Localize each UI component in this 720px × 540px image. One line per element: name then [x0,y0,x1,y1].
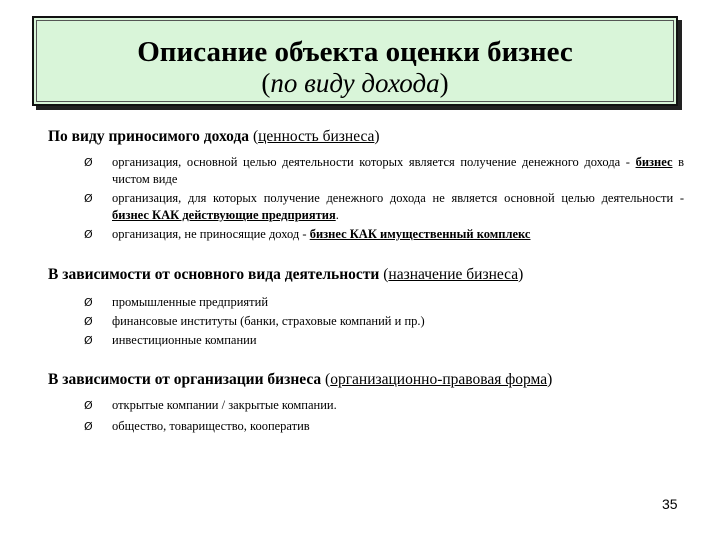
heading-open-paren: ( [321,371,331,388]
subtitle-open-paren: ( [261,68,271,98]
section-heading [48,128,684,146]
subtitle-close-paren: ) [439,68,449,98]
list-item [48,313,684,330]
list-item [48,294,684,311]
arrow-bullet-icon: Ø [84,296,93,309]
section-heading [48,266,684,284]
heading-bold-text: По виду приносимого дохода [48,128,250,145]
list-item [48,397,684,414]
title-box [32,16,678,106]
list-item [48,154,684,188]
subtitle-text: по виду дохода [270,68,440,98]
arrow-bullet-icon: Ø [84,399,93,412]
heading-close-paren: ) [374,128,380,145]
list-item [48,418,684,435]
heading-underlined-text: организационно-правовая форма [330,371,548,388]
heading-underlined-text: ценность бизнеса [258,128,375,145]
arrow-bullet-icon: Ø [84,156,93,169]
heading-bold-text: В зависимости от организации бизнеса [48,371,322,388]
list-item [48,190,684,224]
arrow-bullet-icon: Ø [84,192,93,205]
section-heading [48,371,684,389]
arrow-bullet-icon: Ø [84,315,93,328]
heading-close-paren: ) [547,371,553,388]
item-list [48,294,684,349]
slide-title: Описание объекта оценки бизнес [137,36,573,68]
page-number: 35 [662,496,678,512]
heading-open-paren: ( [249,128,259,145]
item-text: инвестиционные компании [112,333,257,347]
item-strong-text: бизнес КАК имущественный комплекс [309,227,531,241]
item-list [48,397,684,435]
item-tail-text: в чистом виде [112,155,684,186]
section-organization-form [48,371,684,437]
heading-open-paren: ( [379,266,389,283]
arrow-bullet-icon: Ø [84,420,93,433]
item-list [48,154,684,243]
item-text: финансовые институты (банки, страховые компаний и пр.) [112,314,425,328]
arrow-bullet-icon: Ø [84,228,93,241]
section-activity-type [48,266,684,351]
heading-close-paren: ) [518,266,524,283]
list-item [48,226,684,243]
item-strong-text: бизнес КАК действующие предприятия [112,208,336,222]
heading-underlined-text: назначение бизнеса [388,266,519,283]
item-text: организация, не приносящие доход - [112,227,310,241]
item-strong-text: бизнес [635,155,673,169]
item-text: организация, для которых получение денежного дохода не является основной целью деятельности - [112,191,684,205]
list-item [48,332,684,349]
section-income-type [48,128,684,245]
item-text: общество, товарищество, кооператив [112,419,310,433]
item-tail-text: . [335,208,339,222]
slide-subtitle [34,68,676,98]
item-text: организация, основной целью деятельности которых является получение денежного дохода - [112,155,636,169]
item-text: промышленные предприятий [112,295,269,309]
heading-bold-text: В зависимости от основного вида деятельности [48,266,380,283]
arrow-bullet-icon: Ø [84,334,93,347]
item-text: открытые компании / закрытые компании. [112,398,337,412]
